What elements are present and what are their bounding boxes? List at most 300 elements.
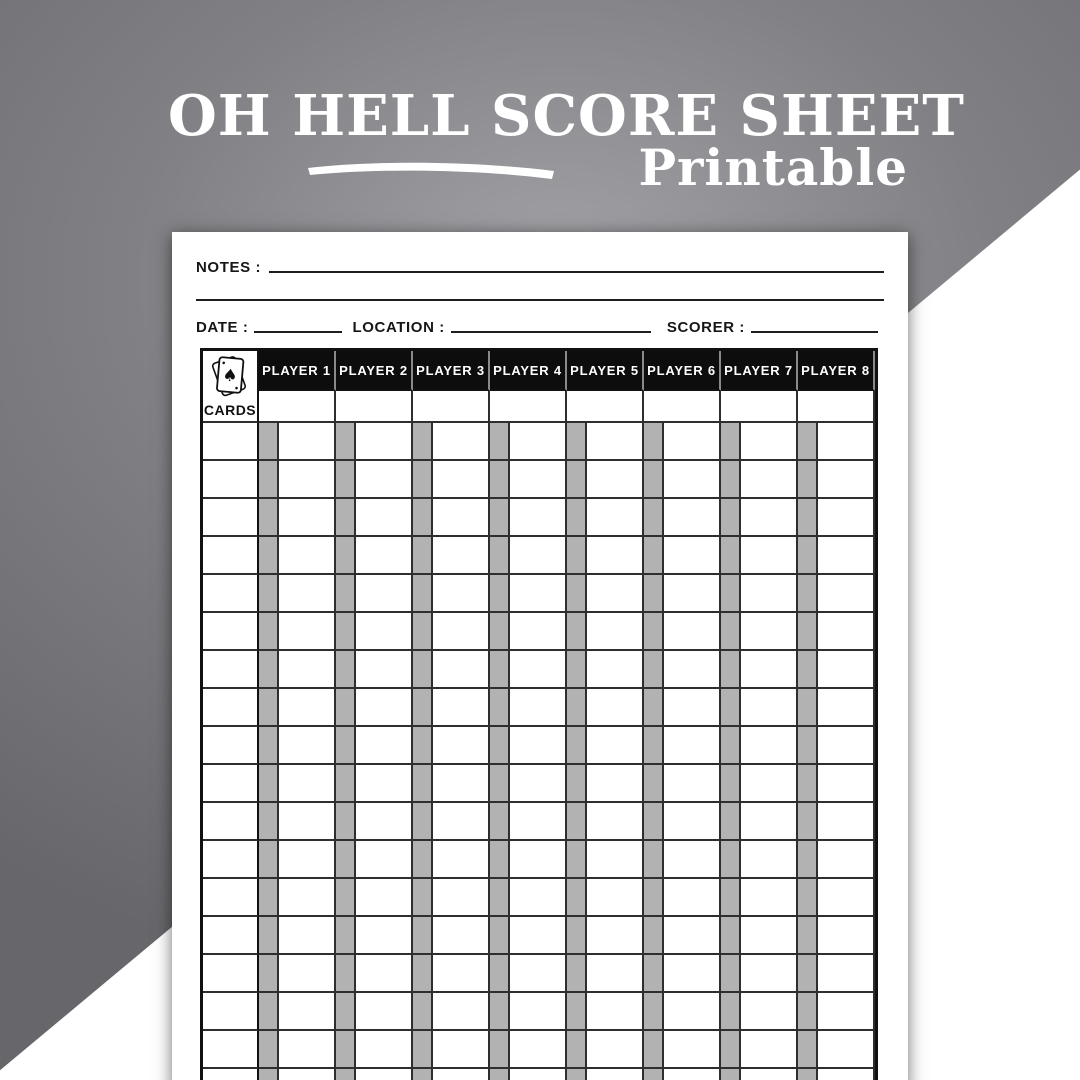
cards-round-cell xyxy=(203,841,259,879)
score-cell xyxy=(664,993,721,1031)
score-cell xyxy=(664,1069,721,1080)
bid-cell xyxy=(490,575,510,613)
svg-text:♠: ♠ xyxy=(221,365,239,387)
score-cell xyxy=(664,765,721,803)
score-cell xyxy=(356,879,413,917)
player-column-header: PLAYER 8 xyxy=(798,351,875,391)
score-cell xyxy=(664,841,721,879)
bid-cell xyxy=(644,955,664,993)
score-cell xyxy=(664,879,721,917)
player-name-cell xyxy=(644,391,721,423)
bid-cell xyxy=(490,917,510,955)
score-cell xyxy=(587,765,644,803)
score-cell xyxy=(356,1069,413,1080)
bid-cell xyxy=(798,803,818,841)
bid-cell xyxy=(644,461,664,499)
player-column-header: PLAYER 5 xyxy=(567,351,644,391)
bid-cell xyxy=(259,841,279,879)
bid-cell xyxy=(644,727,664,765)
bid-cell xyxy=(567,1069,587,1080)
date-label: DATE : xyxy=(196,318,249,336)
bid-cell xyxy=(721,499,741,537)
score-cell xyxy=(741,689,798,727)
bid-cell xyxy=(490,765,510,803)
bid-cell xyxy=(721,461,741,499)
bid-cell xyxy=(413,499,433,537)
score-cell xyxy=(510,993,567,1031)
score-cell xyxy=(279,689,336,727)
bid-cell xyxy=(721,575,741,613)
player-column-header: PLAYER 3 xyxy=(413,351,490,391)
subtitle: Printable xyxy=(638,137,908,197)
score-cell xyxy=(587,727,644,765)
bid-cell xyxy=(567,879,587,917)
score-cell xyxy=(356,613,413,651)
cards-round-cell xyxy=(203,499,259,537)
bid-cell xyxy=(336,499,356,537)
score-cell xyxy=(741,1031,798,1069)
bid-cell xyxy=(644,1069,664,1080)
player-name-cell xyxy=(567,391,644,423)
bid-cell xyxy=(567,841,587,879)
bid-cell xyxy=(413,955,433,993)
score-cell xyxy=(587,1031,644,1069)
score-cell xyxy=(356,841,413,879)
bid-cell xyxy=(336,765,356,803)
player-name-cell xyxy=(798,391,875,423)
bid-cell xyxy=(259,499,279,537)
score-cell xyxy=(510,879,567,917)
cards-round-cell xyxy=(203,537,259,575)
bid-cell xyxy=(490,461,510,499)
bid-cell xyxy=(644,499,664,537)
bid-cell xyxy=(490,879,510,917)
score-cell xyxy=(818,689,875,727)
score-cell xyxy=(356,765,413,803)
score-cell xyxy=(818,651,875,689)
notes-line xyxy=(269,271,884,273)
score-cell xyxy=(818,765,875,803)
bid-cell xyxy=(567,651,587,689)
bid-cell xyxy=(490,955,510,993)
notes-label: NOTES : xyxy=(196,258,262,276)
bid-cell xyxy=(798,879,818,917)
bid-cell xyxy=(259,423,279,461)
bid-cell xyxy=(567,423,587,461)
score-cell xyxy=(356,955,413,993)
bid-cell xyxy=(413,423,433,461)
bid-cell xyxy=(259,575,279,613)
bid-cell xyxy=(567,1031,587,1069)
bid-cell xyxy=(490,613,510,651)
bid-cell xyxy=(413,461,433,499)
bid-cell xyxy=(490,651,510,689)
bid-cell xyxy=(413,727,433,765)
bid-cell xyxy=(567,765,587,803)
bid-cell xyxy=(798,575,818,613)
bid-cell xyxy=(336,423,356,461)
cards-round-cell xyxy=(203,765,259,803)
bid-cell xyxy=(721,879,741,917)
score-cell xyxy=(587,879,644,917)
score-cell xyxy=(433,993,490,1031)
score-cell xyxy=(510,613,567,651)
score-cell xyxy=(433,917,490,955)
player-name-cell xyxy=(413,391,490,423)
score-cell xyxy=(664,613,721,651)
cards-header-cell xyxy=(203,351,259,423)
cards-round-cell xyxy=(203,1069,259,1080)
score-cell xyxy=(664,575,721,613)
bid-cell xyxy=(259,651,279,689)
bid-cell xyxy=(798,955,818,993)
score-cell xyxy=(587,537,644,575)
score-cell xyxy=(741,423,798,461)
bid-cell xyxy=(644,689,664,727)
bid-cell xyxy=(259,537,279,575)
score-cell xyxy=(664,803,721,841)
bid-cell xyxy=(259,1069,279,1080)
score-cell xyxy=(741,841,798,879)
scorer-label: SCORER : xyxy=(666,318,745,336)
score-cell xyxy=(741,879,798,917)
scorer-line xyxy=(751,331,878,333)
notes-row xyxy=(196,256,884,278)
cards-round-cell xyxy=(203,993,259,1031)
score-cell xyxy=(433,689,490,727)
score-cell xyxy=(433,879,490,917)
bid-cell xyxy=(798,613,818,651)
bid-cell xyxy=(798,537,818,575)
bid-cell xyxy=(413,651,433,689)
score-cell xyxy=(279,651,336,689)
score-cell xyxy=(664,727,721,765)
bid-cell xyxy=(721,689,741,727)
bid-cell xyxy=(644,993,664,1031)
score-cell xyxy=(279,499,336,537)
score-cell xyxy=(818,575,875,613)
score-cell xyxy=(279,423,336,461)
bid-cell xyxy=(567,727,587,765)
score-cell xyxy=(741,613,798,651)
bid-cell xyxy=(490,537,510,575)
score-cell xyxy=(279,461,336,499)
bid-cell xyxy=(336,575,356,613)
bid-cell xyxy=(336,993,356,1031)
score-cell xyxy=(818,727,875,765)
bid-cell xyxy=(798,499,818,537)
score-cell xyxy=(741,765,798,803)
bid-cell xyxy=(336,1031,356,1069)
bid-cell xyxy=(567,917,587,955)
score-cell xyxy=(510,803,567,841)
score-cell xyxy=(587,461,644,499)
title-block xyxy=(168,83,965,197)
score-cell xyxy=(818,841,875,879)
score-cell xyxy=(818,499,875,537)
score-cell xyxy=(818,993,875,1031)
score-cell xyxy=(510,423,567,461)
score-cell xyxy=(279,841,336,879)
score-cell xyxy=(279,803,336,841)
bid-cell xyxy=(721,917,741,955)
bid-cell xyxy=(259,727,279,765)
cards-round-cell xyxy=(203,461,259,499)
bid-cell xyxy=(721,803,741,841)
bid-cell xyxy=(567,499,587,537)
score-cell xyxy=(279,765,336,803)
bid-cell xyxy=(259,461,279,499)
bid-cell xyxy=(721,841,741,879)
cards-round-cell xyxy=(203,955,259,993)
score-cell xyxy=(433,841,490,879)
bid-cell xyxy=(567,993,587,1031)
score-cell xyxy=(664,689,721,727)
bid-cell xyxy=(721,955,741,993)
score-cell xyxy=(356,1031,413,1069)
score-cell xyxy=(741,499,798,537)
score-cell xyxy=(741,993,798,1031)
bid-cell xyxy=(567,461,587,499)
bid-cell xyxy=(259,765,279,803)
score-cell xyxy=(279,537,336,575)
bid-cell xyxy=(567,955,587,993)
bid-cell xyxy=(336,803,356,841)
score-cell xyxy=(433,575,490,613)
bid-cell xyxy=(336,917,356,955)
bid-cell xyxy=(336,955,356,993)
bid-cell xyxy=(413,1069,433,1080)
score-cell xyxy=(356,689,413,727)
score-cell xyxy=(587,993,644,1031)
score-cell xyxy=(818,537,875,575)
score-cell xyxy=(818,423,875,461)
bid-cell xyxy=(567,537,587,575)
bid-cell xyxy=(644,423,664,461)
bid-cell xyxy=(644,537,664,575)
cards-round-cell xyxy=(203,575,259,613)
player-column-header: PLAYER 6 xyxy=(644,351,721,391)
score-cell xyxy=(587,917,644,955)
bid-cell xyxy=(490,423,510,461)
player-name-cell xyxy=(721,391,798,423)
bid-cell xyxy=(721,423,741,461)
bid-cell xyxy=(413,1031,433,1069)
bid-cell xyxy=(798,1069,818,1080)
bid-cell xyxy=(413,613,433,651)
player-name-cell xyxy=(490,391,567,423)
player-name-cell xyxy=(259,391,336,423)
cards-round-cell xyxy=(203,803,259,841)
score-cell xyxy=(587,423,644,461)
bid-cell xyxy=(490,1069,510,1080)
score-sheet-paper xyxy=(172,232,908,1080)
cards-round-cell xyxy=(203,689,259,727)
bid-cell xyxy=(490,1031,510,1069)
score-cell xyxy=(664,423,721,461)
score-cell xyxy=(587,613,644,651)
score-cell xyxy=(356,499,413,537)
score-cell xyxy=(433,765,490,803)
score-cell xyxy=(433,803,490,841)
score-cell xyxy=(587,841,644,879)
bid-cell xyxy=(644,803,664,841)
score-cell xyxy=(664,917,721,955)
bid-cell xyxy=(259,613,279,651)
score-cell xyxy=(356,423,413,461)
bid-cell xyxy=(721,993,741,1031)
brush-underline xyxy=(306,158,558,184)
bid-cell xyxy=(336,1069,356,1080)
bid-cell xyxy=(413,803,433,841)
player-column-header: PLAYER 7 xyxy=(721,351,798,391)
bid-cell xyxy=(644,1031,664,1069)
bid-cell xyxy=(644,879,664,917)
bid-cell xyxy=(259,993,279,1031)
score-cell xyxy=(433,651,490,689)
score-cell xyxy=(356,461,413,499)
player-column-header: PLAYER 4 xyxy=(490,351,567,391)
bid-cell xyxy=(336,461,356,499)
score-cell xyxy=(587,689,644,727)
bid-cell xyxy=(490,727,510,765)
bid-cell xyxy=(259,803,279,841)
score-cell xyxy=(279,1069,336,1080)
score-cell xyxy=(741,575,798,613)
bid-cell xyxy=(567,689,587,727)
location-label: LOCATION : xyxy=(352,318,445,336)
cards-label: CARDS xyxy=(203,402,257,418)
bid-cell xyxy=(721,727,741,765)
cards-round-cell xyxy=(203,423,259,461)
bid-cell xyxy=(721,537,741,575)
notes-second-line xyxy=(196,299,884,301)
bid-cell xyxy=(259,955,279,993)
score-cell xyxy=(818,1031,875,1069)
bid-cell xyxy=(567,803,587,841)
score-cell xyxy=(356,917,413,955)
bid-cell xyxy=(567,613,587,651)
score-cell xyxy=(587,651,644,689)
score-cell xyxy=(818,461,875,499)
bid-cell xyxy=(413,841,433,879)
score-cell xyxy=(510,575,567,613)
cards-round-cell xyxy=(203,613,259,651)
bid-cell xyxy=(413,765,433,803)
score-cell xyxy=(818,613,875,651)
score-cell xyxy=(433,537,490,575)
playing-card-spade-icon xyxy=(209,353,251,401)
player-name-cell xyxy=(336,391,413,423)
score-cell xyxy=(664,651,721,689)
bid-cell xyxy=(721,1069,741,1080)
bid-cell xyxy=(798,917,818,955)
cards-round-cell xyxy=(203,917,259,955)
bid-cell xyxy=(644,841,664,879)
bid-cell xyxy=(336,651,356,689)
score-cell xyxy=(356,803,413,841)
bid-cell xyxy=(798,727,818,765)
score-cell xyxy=(587,499,644,537)
score-cell xyxy=(279,917,336,955)
bid-cell xyxy=(413,993,433,1031)
bid-cell xyxy=(798,461,818,499)
page-title: OH HELL SCORE SHEET xyxy=(168,83,965,149)
score-cell xyxy=(510,727,567,765)
bid-cell xyxy=(259,917,279,955)
score-cell xyxy=(279,955,336,993)
score-cell xyxy=(510,1031,567,1069)
bid-cell xyxy=(413,537,433,575)
bid-cell xyxy=(336,841,356,879)
player-column-header: PLAYER 2 xyxy=(336,351,413,391)
score-cell xyxy=(587,575,644,613)
bid-cell xyxy=(490,689,510,727)
score-cell xyxy=(356,993,413,1031)
score-cell xyxy=(741,727,798,765)
score-cell xyxy=(818,955,875,993)
score-cell xyxy=(433,423,490,461)
score-cell xyxy=(741,917,798,955)
bid-cell xyxy=(490,803,510,841)
score-cell xyxy=(433,1069,490,1080)
score-cell xyxy=(818,917,875,955)
score-cell xyxy=(510,461,567,499)
bid-cell xyxy=(336,689,356,727)
location-line xyxy=(451,331,651,333)
bid-cell xyxy=(798,841,818,879)
bid-cell xyxy=(798,423,818,461)
bid-cell xyxy=(413,879,433,917)
bid-cell xyxy=(798,651,818,689)
score-cell xyxy=(279,613,336,651)
bid-cell xyxy=(644,765,664,803)
score-cell xyxy=(433,727,490,765)
bid-cell xyxy=(798,993,818,1031)
bid-cell xyxy=(721,1031,741,1069)
bid-cell xyxy=(413,575,433,613)
score-cell xyxy=(510,841,567,879)
score-cell xyxy=(664,1031,721,1069)
bid-cell xyxy=(644,651,664,689)
bid-cell xyxy=(336,613,356,651)
bid-cell xyxy=(798,1031,818,1069)
bid-cell xyxy=(721,765,741,803)
score-cell xyxy=(664,461,721,499)
score-cell xyxy=(664,955,721,993)
bid-cell xyxy=(798,689,818,727)
cards-round-cell xyxy=(203,1031,259,1069)
bid-cell xyxy=(413,917,433,955)
score-cell xyxy=(279,575,336,613)
score-cell xyxy=(741,651,798,689)
score-cell xyxy=(818,879,875,917)
score-cell xyxy=(433,613,490,651)
score-cell xyxy=(510,917,567,955)
bid-cell xyxy=(490,841,510,879)
score-cell xyxy=(279,879,336,917)
bid-cell xyxy=(259,1031,279,1069)
score-cell xyxy=(664,499,721,537)
score-cell xyxy=(510,651,567,689)
score-cell xyxy=(741,537,798,575)
score-cell xyxy=(356,651,413,689)
bid-cell xyxy=(336,537,356,575)
bid-cell xyxy=(567,575,587,613)
score-cell xyxy=(510,1069,567,1080)
score-cell xyxy=(510,499,567,537)
cards-round-cell xyxy=(203,727,259,765)
